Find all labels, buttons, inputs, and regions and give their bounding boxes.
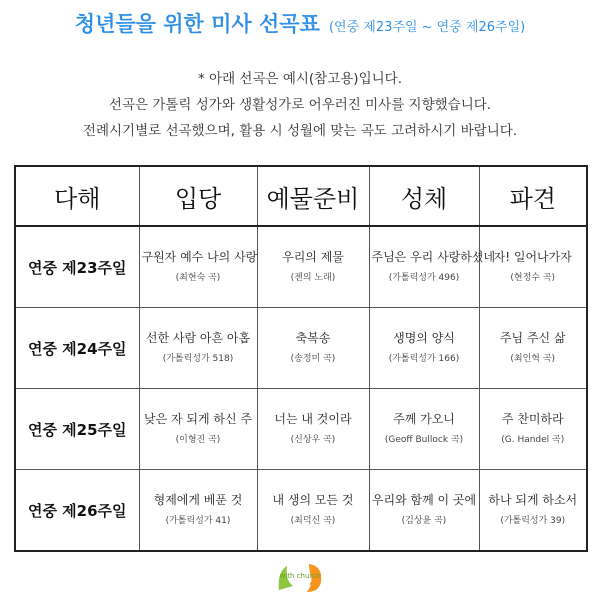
song-cell xyxy=(257,226,369,308)
song-cell xyxy=(479,470,587,552)
song-title: 너는 내 것이라 xyxy=(274,412,352,426)
song-source: (최덕신 곡) xyxy=(290,516,336,526)
song-source: (최인혁 곡) xyxy=(510,354,556,364)
song-source: (송정미 곡) xyxy=(290,354,336,364)
song-title: 구원자 예수 나의 사랑 xyxy=(141,250,258,264)
song-cell xyxy=(369,389,479,470)
song-source: (이형진 곡) xyxy=(175,435,221,445)
song-title: 내 생의 모든 것 xyxy=(272,493,354,507)
song-cell xyxy=(257,389,369,470)
song-source: (가톨릭성가 496) xyxy=(388,273,460,283)
header-entrance: 입당 xyxy=(139,166,257,226)
table-row xyxy=(15,389,587,470)
song-title: 우리와 함께 이 곳에 xyxy=(371,493,477,507)
song-title: 우리의 제물 xyxy=(282,250,344,264)
notes xyxy=(0,66,600,144)
page-subtitle: (연중 제23주일 ~ 연중 제26주일) xyxy=(328,20,526,35)
song-cell xyxy=(369,308,479,389)
song-title: 자! 일어나가자 xyxy=(493,250,572,264)
logo-dot-shape xyxy=(310,581,316,587)
week-label: 연중 제26주일 xyxy=(15,470,139,552)
song-cell xyxy=(479,389,587,470)
song-cell xyxy=(479,226,587,308)
header-dismissal: 파견 xyxy=(479,166,587,226)
song-source: (최현숙 곡) xyxy=(175,273,221,283)
song-source: (가톨릭성가 41) xyxy=(165,516,231,526)
song-source: (젠의 노래) xyxy=(290,273,336,283)
song-cell xyxy=(369,226,496,308)
with-church-logo xyxy=(273,556,327,596)
song-schedule-table xyxy=(14,165,588,552)
note-line: 선곡은 가톨릭 성가와 생활성가로 어우러진 미사를 지향했습니다. xyxy=(108,97,492,113)
song-source: (신상우 곡) xyxy=(290,435,336,445)
song-cell xyxy=(139,389,257,470)
song-title: 주께 가오니 xyxy=(393,412,455,426)
song-cell xyxy=(479,308,587,389)
song-title: 축복송 xyxy=(295,331,331,345)
song-cell xyxy=(257,308,369,389)
song-source: (김상윤 곡) xyxy=(401,516,447,526)
song-cell xyxy=(257,470,369,552)
song-source: (Geoff Bullock 곡) xyxy=(384,435,464,445)
week-label: 연중 제23주일 xyxy=(15,226,139,308)
song-cell xyxy=(369,470,479,552)
page-title-line xyxy=(0,8,600,38)
table-header-row xyxy=(15,166,587,226)
table-row xyxy=(15,308,587,389)
song-source: (가톨릭성가 518) xyxy=(162,354,234,364)
logo-mark xyxy=(273,556,327,596)
week-label: 연중 제24주일 xyxy=(15,308,139,389)
logo-text: with church xyxy=(279,572,321,580)
song-title: 주님 주신 삶 xyxy=(499,331,566,345)
song-cell xyxy=(139,226,257,308)
note-line: * 아래 선곡은 예시(참고용)입니다. xyxy=(198,71,402,87)
song-cell xyxy=(139,308,257,389)
table-row xyxy=(15,226,587,308)
song-source: (G. Handel 곡) xyxy=(501,435,565,445)
note-line: 전례시기별로 선곡했으며, 활용 시 성월에 맞는 곡도 고려하시기 바랍니다. xyxy=(82,123,518,139)
song-cell xyxy=(139,470,257,552)
song-title: 주님은 우리 사랑하셨네 xyxy=(371,250,496,264)
song-title: 하나 되게 하소서 xyxy=(488,493,578,507)
week-label: 연중 제25주일 xyxy=(15,389,139,470)
header-communion: 성체 xyxy=(369,166,479,226)
song-title: 선한 사람 아흔 아홉 xyxy=(145,331,251,345)
song-title: 낮은 자 되게 하신 주 xyxy=(144,412,252,426)
song-source: (현정수 곡) xyxy=(510,273,556,283)
table-row xyxy=(15,470,587,552)
song-title: 주 찬미하라 xyxy=(501,412,564,426)
header-offertory: 예물준비 xyxy=(257,166,369,226)
song-source: (가톨릭성가 39) xyxy=(500,516,566,526)
song-title: 생명의 양식 xyxy=(393,331,455,345)
header-cycle: 다해 xyxy=(15,166,139,226)
song-title: 형제에게 베푼 것 xyxy=(153,493,243,507)
page-title: 청년들을 위한 미사 선곡표 xyxy=(74,12,320,36)
song-source: (가톨릭성가 166) xyxy=(388,354,460,364)
